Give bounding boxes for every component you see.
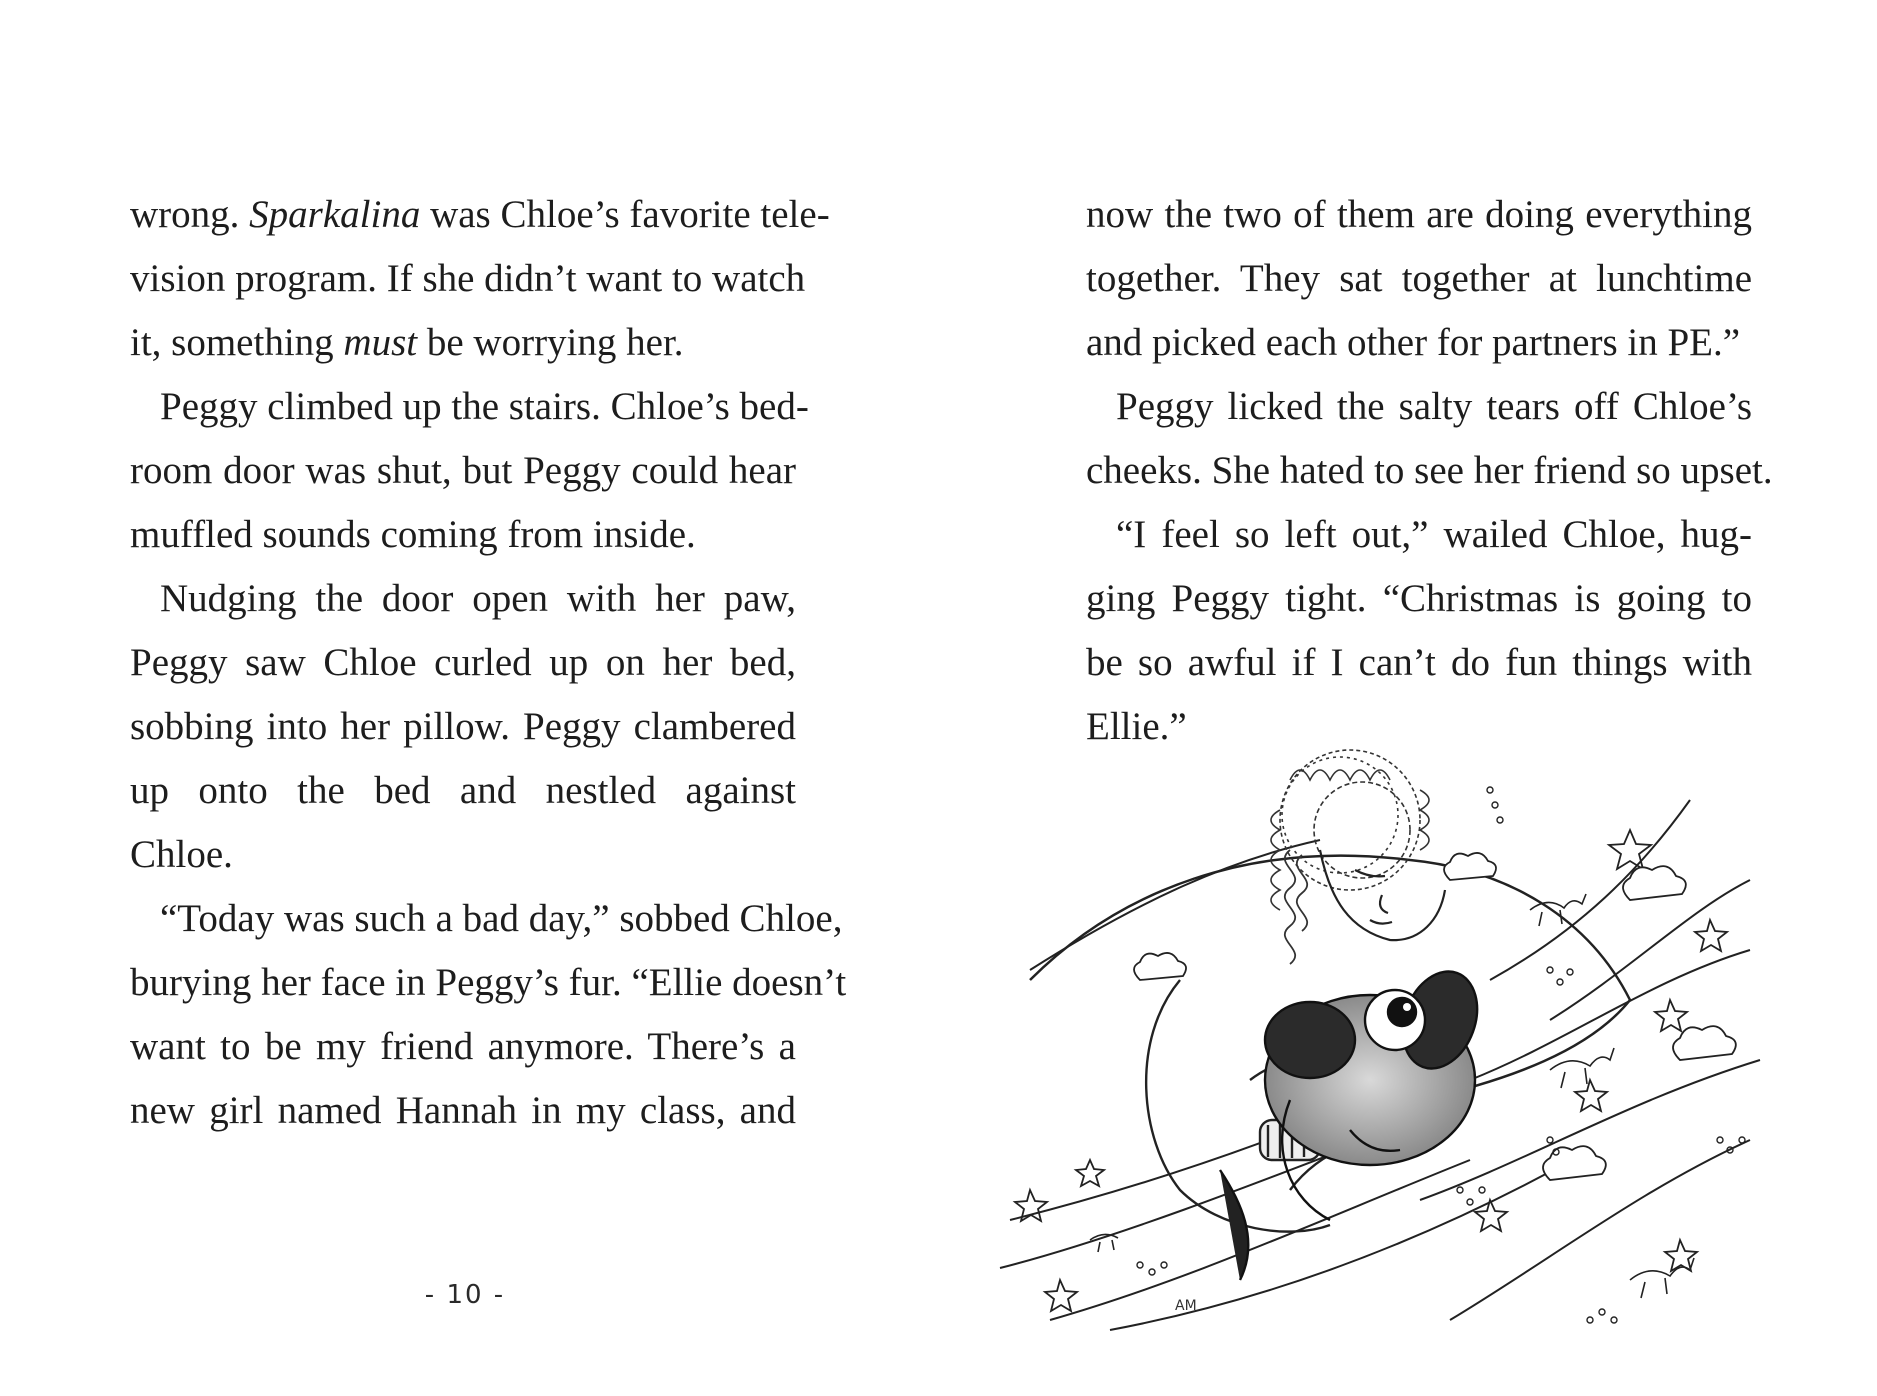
text-line: it, something must be worrying her. bbox=[130, 321, 684, 364]
left-page-text bbox=[130, 183, 847, 1143]
text-line: room door was shut, but Peggy could hear bbox=[130, 449, 796, 492]
text-line: Peggy licked the salty tears off Chloe’s bbox=[1116, 385, 1752, 428]
text-line: “I feel so left out,” wailed Chloe, hug- bbox=[1116, 513, 1752, 556]
text-line: sobbing into her pillow. Peggy clambered bbox=[130, 705, 796, 748]
girl-face bbox=[1320, 850, 1445, 940]
text-line: burying her face in Peggy’s fur. “Ellie doesn’t bbox=[130, 961, 847, 1004]
text-line: Peggy climbed up the stairs. Chloe’s bed- bbox=[160, 385, 809, 428]
page-number: - 10 - bbox=[424, 1280, 506, 1310]
text-line: be so awful if I can’t do fun things with bbox=[1086, 641, 1752, 684]
braid bbox=[1285, 850, 1307, 964]
right-page bbox=[938, 0, 1877, 1396]
illustration-chloe-hugging-peggy bbox=[990, 720, 1780, 1340]
text-line: vision program. If she didn’t want to watch bbox=[130, 257, 806, 300]
text-line: up onto the bed and nestled against bbox=[130, 769, 796, 812]
text-line: Peggy saw Chloe curled up on her bed, bbox=[130, 641, 796, 684]
text-line: and picked each other for partners in PE.” bbox=[1086, 321, 1741, 364]
illustrator-signature: AM bbox=[1175, 1298, 1197, 1314]
text-line: muffled sounds coming from inside. bbox=[130, 513, 696, 556]
text-line: now the two of them are doing everything bbox=[1086, 193, 1752, 236]
text-line: want to be my friend anymore. There’s a bbox=[130, 1025, 796, 1068]
pug-dog bbox=[1220, 961, 1490, 1280]
left-page bbox=[0, 0, 938, 1396]
text-line: together. They sat together at lunchtime bbox=[1086, 257, 1752, 300]
text-line: new girl named Hannah in my class, and bbox=[130, 1089, 796, 1132]
text-line: Nudging the door open with her paw, bbox=[160, 577, 796, 620]
text-line: “Today was such a bad day,” sobbed Chloe, bbox=[160, 897, 843, 940]
text-line: wrong. Sparkalina was Chloe’s favorite tele- bbox=[130, 193, 830, 236]
right-page-text bbox=[1086, 183, 1773, 759]
text-line: Ellie.” bbox=[1086, 705, 1187, 748]
text-line: Chloe. bbox=[130, 833, 233, 876]
text-line: ging Peggy tight. “Christmas is going to bbox=[1086, 577, 1752, 620]
text-line: cheeks. She hated to see her friend so upset. bbox=[1086, 449, 1773, 492]
curly-hair bbox=[1271, 750, 1429, 910]
